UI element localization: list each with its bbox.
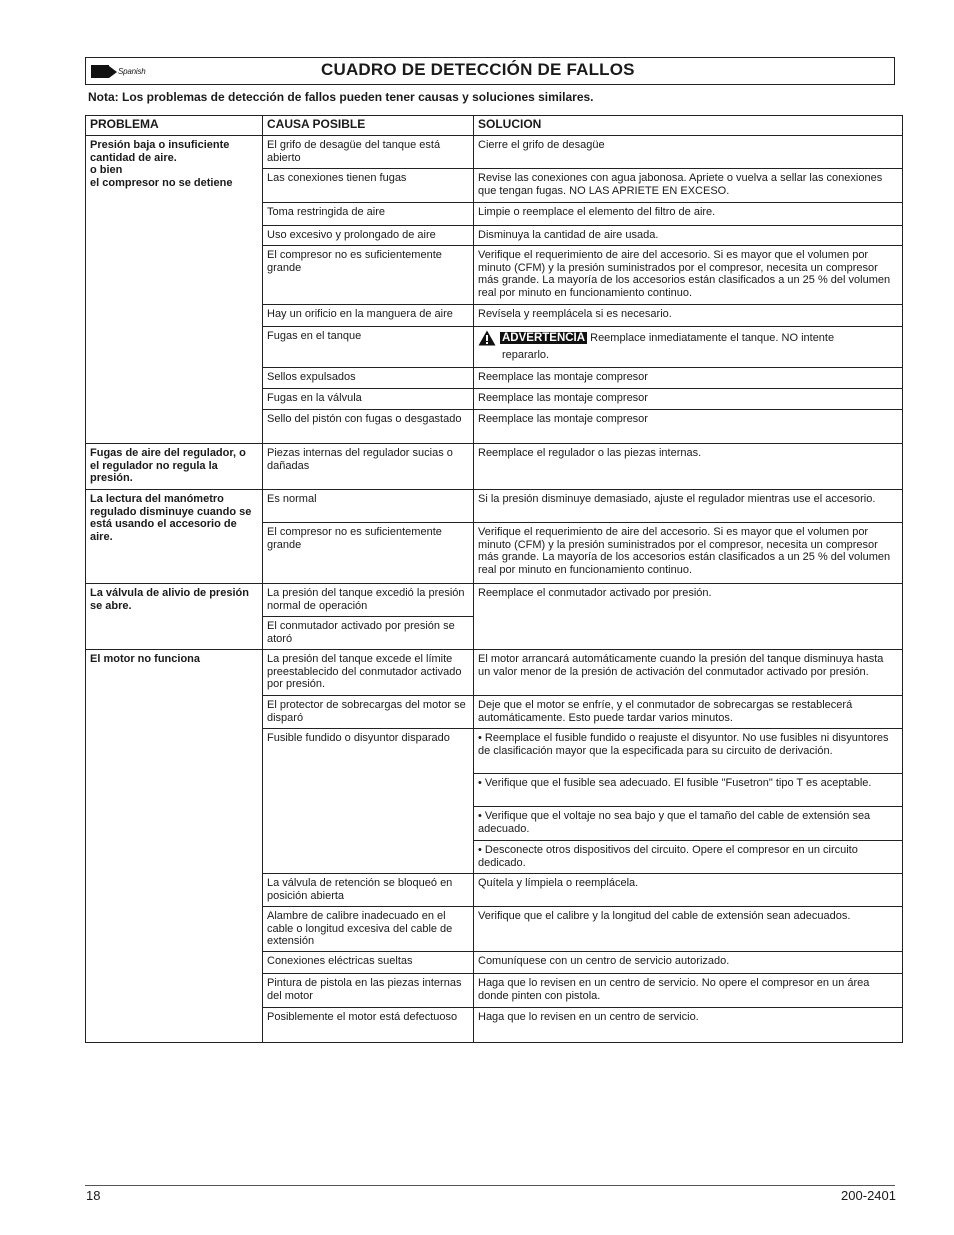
solution-cell: Quítela y límpiela o reemplácela.	[474, 874, 903, 907]
document-number: 200-2401	[841, 1188, 896, 1203]
cause-cell: El grifo de desagüe del tanque está abierto	[263, 136, 474, 169]
solution-cell: Reemplace el regulador o las piezas internas.	[474, 444, 903, 490]
cause-cell: Pintura de pistola en las piezas internas del motor	[263, 974, 474, 1008]
solution-cell: Limpie o reemplace el elemento del filtro de aire.	[474, 203, 903, 226]
cause-cell: La presión del tanque excedió la presión normal de operación	[263, 584, 474, 617]
warning-text-continued: repararlo.	[502, 349, 550, 361]
cause-cell: Sellos expulsados	[263, 368, 474, 389]
cause-cell: Fugas en la válvula	[263, 389, 474, 410]
problem-cell: Fugas de aire del regulador, o el regulador no regula la presión.	[86, 444, 263, 490]
solution-cell: Verifique que el calibre y la longitud del cable de extensión sean adecuados.	[474, 907, 903, 952]
solution-cell: Verifique el requerimiento de aire del accesorio. Si es mayor que el volumen por minuto (CFM) y la presión suministrados por el compresor, necesita un compresor más grande. La mayoría de los accesorios están clasificados a un 25 % del volumen real por minuto en funcionamiento continuo.	[474, 523, 903, 584]
language-label: Spanish	[118, 67, 146, 76]
cause-cell: Toma restringida de aire	[263, 203, 474, 226]
solution-cell: Reemplace las montaje compresor	[474, 389, 903, 410]
cause-cell: Fugas en el tanque	[263, 327, 474, 368]
solution-cell: • Reemplace el fusible fundido o reajuste el disyuntor. No use fusibles ni disyuntores de clasificación mayor que la especificada para su circuito de derivación.	[474, 729, 903, 774]
cause-cell: Uso excesivo y prolongado de aire	[263, 226, 474, 246]
cause-cell: La presión del tanque excede el límite preestablecido del conmutador activado por presión.	[263, 650, 474, 696]
cause-cell: Conexiones eléctricas sueltas	[263, 952, 474, 974]
warning-label: ADVERTENCIA	[502, 331, 586, 344]
section-header	[85, 57, 895, 85]
table-header-row	[86, 116, 903, 136]
solution-cell: El motor arrancará automáticamente cuando la presión del tanque disminuya hasta un valor menor de la presión de activación del conmutador activado por presión.	[474, 650, 903, 696]
warning-text: Reemplace inmediatamente el tanque. NO intente	[590, 331, 835, 344]
warning-triangle-icon	[478, 330, 496, 346]
cause-cell: Hay un orificio en la manguera de aire	[263, 305, 474, 327]
cause-cell: El compresor no es suficientemente grande	[263, 523, 474, 584]
cause-cell: El compresor no es suficientemente grande	[263, 246, 474, 305]
note-text: Nota: Los problemas de detección de fallos pueden tener causas y soluciones similares.	[88, 90, 594, 104]
problem-cell: Presión baja o insuficiente cantidad de aire. o bien el compresor no se detiene	[86, 136, 263, 444]
column-header-solution: SOLUCION	[474, 116, 903, 136]
cause-cell: El protector de sobrecargas del motor se disparó	[263, 696, 474, 729]
solution-cell: Reemplace las montaje compresor	[474, 410, 903, 444]
cause-cell: El conmutador activado por presión se atoró	[263, 617, 474, 650]
cause-cell: Es normal	[263, 490, 474, 523]
solution-cell: Disminuya la cantidad de aire usada.	[474, 226, 903, 246]
solution-cell: • Verifique que el voltaje no sea bajo y que el tamaño del cable de extensión sea adecuado.	[474, 807, 903, 841]
solution-cell: Haga que lo revisen en un centro de servicio. No opere el compresor en un área donde pinten con pistola.	[474, 974, 903, 1008]
page-number: 18	[86, 1188, 101, 1203]
table-row	[86, 584, 903, 617]
table-row	[86, 136, 903, 169]
language-tab	[91, 65, 146, 78]
solution-cell: Deje que el motor se enfríe, y el conmutador de sobrecargas se restablecerá automáticamente. Esto puede tardar varios minutos.	[474, 696, 903, 729]
problem-cell: El motor no funciona	[86, 650, 263, 1043]
cause-cell: Posiblemente el motor está defectuoso	[263, 1008, 474, 1043]
solution-cell: Revise las conexiones con agua jabonosa. Apriete o vuelva a sellar las conexiones que tengan fugas. NO LAS APRIETE EN EXCESO.	[474, 169, 903, 203]
solution-cell: Cierre el grifo de desagüe	[474, 136, 903, 169]
solution-cell: Reemplace el conmutador activado por presión.	[474, 584, 903, 650]
solution-cell: Revísela y reemplácela si es necesario.	[474, 305, 903, 327]
table-row	[86, 490, 903, 523]
cause-cell: Alambre de calibre inadecuado en el cable o longitud excesiva del cable de extensión	[263, 907, 474, 952]
cause-cell: Fusible fundido o disyuntor disparado	[263, 729, 474, 874]
page-title: CUADRO DE DETECCIÓN DE FALLOS	[321, 60, 635, 79]
column-header-problem: PROBLEMA	[86, 116, 263, 136]
table-row	[86, 650, 903, 696]
problem-cell: La lectura del manómetro regulado disminuye cuando se está usando el accesorio de aire.	[86, 490, 263, 584]
cause-cell: La válvula de retención se bloqueó en posición abierta	[263, 874, 474, 907]
footer-rule	[85, 1185, 895, 1186]
language-tab-marker-icon	[91, 65, 109, 78]
solution-cell: • Desconecte otros dispositivos del circuito. Opere el compresor en un circuito dedicado.	[474, 841, 903, 874]
cause-cell: Piezas internas del regulador sucias o dañadas	[263, 444, 474, 490]
solution-cell: • Verifique que el fusible sea adecuado. El fusible "Fusetron" tipo T es aceptable.	[474, 774, 903, 807]
cause-cell: Sello del pistón con fugas o desgastado	[263, 410, 474, 444]
solution-cell	[474, 327, 903, 368]
column-header-cause: CAUSA POSIBLE	[263, 116, 474, 136]
solution-cell: Reemplace las montaje compresor	[474, 368, 903, 389]
solution-cell: Verifique el requerimiento de aire del accesorio. Si es mayor que el volumen por minuto (CFM) y la presión suministrados por el compresor, necesita un compresor más grande. La mayoría de los accesorios están clasificados a un 25 % del volumen real por minuto en funcionamiento continuo.	[474, 246, 903, 305]
solution-cell: Haga que lo revisen en un centro de servicio.	[474, 1008, 903, 1043]
troubleshooting-table	[85, 115, 903, 1043]
table-row	[86, 444, 903, 490]
cause-cell: Las conexiones tienen fugas	[263, 169, 474, 203]
solution-cell: Si la presión disminuye demasiado, ajuste el regulador mientras use el accesorio.	[474, 490, 903, 523]
problem-cell: La válvula de alivio de presión se abre.	[86, 584, 263, 650]
solution-cell: Comuníquese con un centro de servicio autorizado.	[474, 952, 903, 974]
